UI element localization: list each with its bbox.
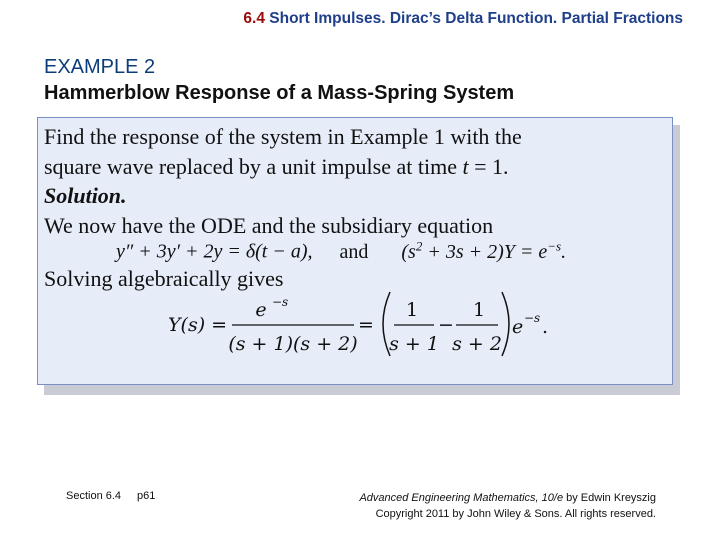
subsidiary-exponent: 2 [415, 238, 423, 253]
example-subtitle: Hammerblow Response of a Mass-Spring System [44, 82, 515, 104]
formula-period: . [542, 316, 549, 338]
problem-line-1: Find the response of the system in Example 1 with the [44, 124, 522, 149]
subsidiary-part-a: (s [401, 240, 416, 263]
problem-text [44, 122, 664, 240]
formula-numerator-exp: −s [272, 295, 289, 309]
formula-tail-exp: −s [524, 311, 541, 325]
formula-frac2-numerator: 1 [472, 299, 486, 321]
formula-right-paren [502, 292, 509, 356]
footer-section: Section 6.4 [66, 490, 122, 502]
and-word: and [339, 240, 369, 263]
formula-numerator-base: e [255, 299, 267, 321]
subsidiary-part-b: + 3s + 2)Y = e [422, 240, 548, 263]
footer-author: by Edwin Kreyszig [566, 492, 656, 504]
formula-frac2-denominator: s + 2 [452, 333, 502, 355]
formula-denominator: (s + 1)(s + 2) [228, 333, 358, 355]
slide-header [0, 10, 683, 28]
formula-tail-base: e [512, 316, 524, 338]
ode-equation: y″ + 3y′ + 2y = δ(t − a), [116, 240, 313, 263]
footer-copyright: Copyright 2011 by John Wiley & Sons. All rights reserved. [375, 508, 656, 520]
formula-lhs: Y(s) = [168, 314, 228, 336]
example-label: EXAMPLE 2 [44, 56, 156, 78]
solving-text: Solving algebraically gives [44, 266, 284, 291]
footer-section-ref [66, 490, 155, 502]
footer-book-line [320, 490, 656, 506]
subsidiary-exponent-2: −s [547, 238, 562, 253]
problem-line-2 [44, 152, 664, 182]
section-number: 6.4 [243, 10, 265, 27]
formula-frac1-numerator: 1 [405, 299, 419, 321]
formula-equals: = [358, 314, 374, 336]
problem-line-4: We now have the ODE and the subsidiary equation [44, 212, 494, 238]
subsidiary-equation [401, 238, 567, 263]
time-value: = 1. [468, 153, 509, 179]
section-title: Short Impulses. Dirac’s Delta Function. Partial Fractions [269, 10, 683, 27]
formula-frac1-denominator: s + 1 [389, 333, 439, 355]
example-title-block [44, 54, 514, 106]
subsidiary-end: . [561, 240, 567, 263]
formula-minus: − [438, 314, 454, 336]
problem-line-2-text: square wave replaced by a unit impulse at time [44, 153, 463, 179]
ode-equation-line [116, 238, 566, 264]
footer-credits [320, 490, 656, 522]
footer-page: p61 [137, 490, 156, 502]
time-variable: t [462, 153, 469, 179]
laplace-formula [168, 288, 568, 360]
footer-book-title: Advanced Engineering Mathematics, 10/e [359, 492, 564, 504]
solution-label: Solution. [44, 183, 127, 208]
